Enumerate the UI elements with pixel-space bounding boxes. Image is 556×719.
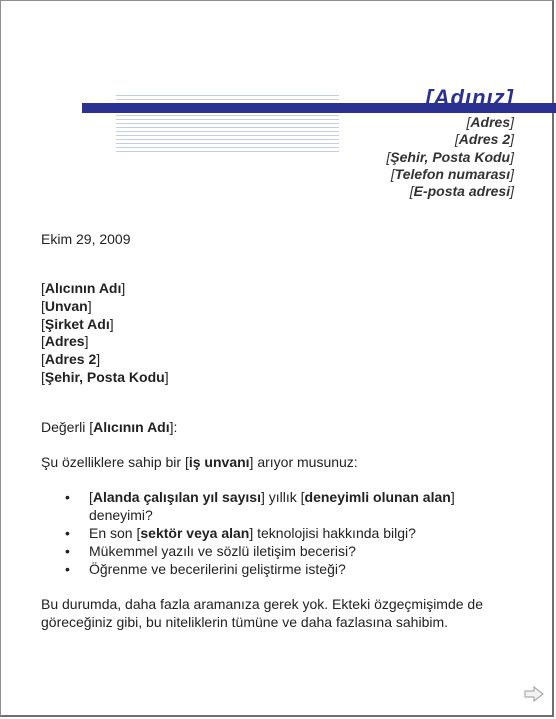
qualifications-list [41, 488, 511, 578]
sender-city-postal-line[interactable]: [Şehir, Posta Kodu] [386, 148, 514, 165]
recipient-address-block [41, 280, 169, 387]
list-item[interactable]: • Mükemmel yazılı ve sözlü iletişim becerisi? [41, 542, 511, 560]
recipient-city-postal-line[interactable]: [Şehir, Posta Kodu] [41, 368, 169, 385]
list-item[interactable]: • En son [sektör veya alan] teknolojisi hakkında bilgi? [41, 524, 511, 542]
list-item[interactable]: • Öğrenme ve becerilerini geliştirme isteği? [41, 560, 511, 578]
sender-address2-line[interactable]: [Adres 2] [454, 131, 514, 148]
list-item[interactable]: • [Alanda çalışılan yıl sayısı] yıllık [deneyimli olunan alan] deneyimi? [41, 488, 511, 524]
next-page-arrow-icon[interactable] [523, 685, 545, 703]
recipient-address-line[interactable]: [Adres] [41, 333, 89, 350]
recipient-title-line[interactable]: [Unvan] [41, 297, 92, 314]
salutation-recipient-placeholder[interactable]: Alıcının Adı [93, 419, 170, 435]
recipient-address2-line[interactable]: [Adres 2] [41, 351, 101, 368]
closing-paragraph[interactable]: Bu durumda, daha fazla aramanıza gerek yok. Ekteki özgeçmişimde de göreceğiniz gibi, bu niteliklerin tümüne ve daha fazlasına sahibim. [41, 596, 484, 630]
sender-address-block [386, 114, 514, 200]
salutation[interactable]: Değerli [Alıcının Adı]: [41, 419, 178, 435]
sender-address-line[interactable]: [Adres] [466, 114, 514, 130]
recipient-company-line[interactable]: [Şirket Adı] [41, 315, 114, 332]
letter-date[interactable]: Ekim 29, 2009 [41, 231, 131, 247]
intro-paragraph[interactable]: Şu özelliklere sahip bir [iş unvanı] arıyor musunuz: [41, 454, 358, 470]
sender-email-line[interactable]: [E-posta adresi] [409, 183, 514, 200]
recipient-name-line[interactable]: [Alıcının Adı] [41, 280, 126, 296]
job-title-placeholder[interactable]: iş unvanı [188, 454, 250, 470]
sender-name[interactable]: [Adınız] [425, 85, 514, 110]
sender-phone-line[interactable]: [Telefon numarası] [390, 165, 514, 182]
